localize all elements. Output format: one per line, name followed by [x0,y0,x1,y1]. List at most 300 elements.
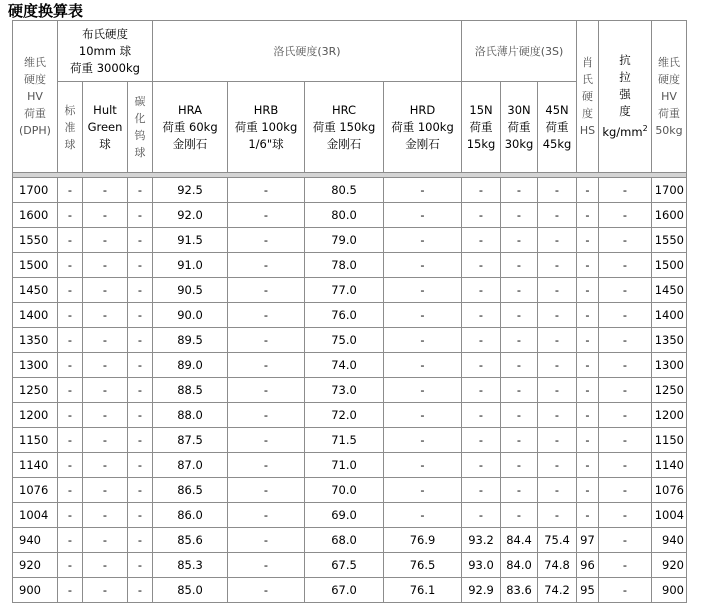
header-line: 15N [469,102,493,117]
cell-hrc: 67.0 [305,578,383,602]
cell-n30: - [501,403,537,427]
cell-n30: - [501,378,537,402]
cell-hrb: - [228,178,304,202]
cell-hrb: - [228,428,304,452]
header-line: 球 [64,137,76,151]
header-divider [13,173,686,177]
table-row [13,578,686,602]
cell-hrc: 80.0 [305,203,383,227]
header-hv-left [13,21,57,172]
cell-hrb: - [228,528,304,552]
cell-hra: 85.3 [153,553,227,577]
cell-n30: - [501,428,537,452]
header-hra [153,82,227,172]
table-title: 硬度换算表 [8,2,84,20]
cell-hrb: - [228,503,304,527]
cell-brinell-carbide: - [128,428,152,452]
cell-hrc: 71.5 [305,428,383,452]
cell-hrc: 72.0 [305,403,383,427]
header-line: HRB [253,102,279,117]
cell-hrb: - [228,578,304,602]
cell-hrb: - [228,353,304,377]
cell-hrb: - [228,453,304,477]
cell-brinell-carbide: - [128,578,152,602]
table-row [13,328,686,352]
cell-hrd: - [384,478,461,502]
header-line: HS [579,124,596,137]
header-line: 荷重 [507,119,531,134]
cell-hv-50kg: 1200 [652,403,686,427]
cell-brinell-carbide: - [128,303,152,327]
cell-brinell-hult: - [83,303,127,327]
cell-hrc: 73.0 [305,378,383,402]
header-line: 抗 [619,53,631,68]
header-line: 球 [134,146,146,159]
cell-tensile: - [599,278,651,302]
header-line: 布氏硬度 [82,26,128,41]
header-line: 硬度 [24,73,46,86]
cell-brinell-carbide: - [128,353,152,377]
cell-brinell-hult: - [83,553,127,577]
cell-n45: 74.2 [538,578,576,602]
header-line: 45N [545,102,569,117]
cell-brinell-std: - [58,503,82,527]
cell-hv-50kg: 920 [652,553,686,577]
cell-n30: - [501,478,537,502]
cell-n45: - [538,178,576,202]
cell-hv-50kg: 1300 [652,353,686,377]
cell-tensile: - [599,353,651,377]
table-row [13,278,686,302]
cell-brinell-std: - [58,553,82,577]
cell-hra: 92.0 [153,203,227,227]
cell-hra: 88.5 [153,378,227,402]
header-line: 荷重 100kg [391,119,454,134]
cell-brinell-hult: - [83,203,127,227]
cell-hrd: - [384,428,461,452]
cell-brinell-carbide: - [128,278,152,302]
header-line: 维氏 [658,56,680,69]
table-row [13,178,686,202]
cell-n45: - [538,503,576,527]
table-row [13,378,686,402]
header-brinell-hult [83,82,127,172]
cell-n30: 84.0 [501,553,537,577]
cell-brinell-hult: - [83,353,127,377]
cell-hrc: 74.0 [305,353,383,377]
header-line: 10mm 球 [78,43,132,58]
cell-hv-dph: 1150 [13,428,57,452]
cell-tensile: - [599,578,651,602]
cell-hrd: - [384,403,461,427]
table-row [13,303,686,327]
cell-n30: - [501,353,537,377]
cell-hv-50kg: 1140 [652,453,686,477]
cell-n30: - [501,453,537,477]
header-30n [501,82,537,172]
cell-hv-dph: 900 [13,578,57,602]
cell-n45: - [538,203,576,227]
table-row [13,253,686,277]
cell-shore: - [577,378,598,402]
header-superficial-group: 洛氏薄片硬度(3S) [462,21,576,81]
header-hrb [228,82,304,172]
cell-hrb: - [228,203,304,227]
cell-hra: 91.5 [153,228,227,252]
cell-hv-dph: 1400 [13,303,57,327]
cell-hrd: - [384,353,461,377]
cell-hv-dph: 1700 [13,178,57,202]
cell-tensile: - [599,203,651,227]
cell-tensile: - [599,178,651,202]
cell-hrc: 80.5 [305,178,383,202]
cell-brinell-hult: - [83,253,127,277]
cell-hrb: - [228,303,304,327]
cell-n15: - [462,228,500,252]
cell-hrd: - [384,178,461,202]
header-rockwell-group: 洛氏硬度(3R) [153,21,461,81]
cell-hv-dph: 1550 [13,228,57,252]
tensile-unit: $kg/mm^2$ [602,124,648,139]
header-line: 荷重 [658,107,680,120]
cell-hv-dph: 1140 [13,453,57,477]
header-line: 化 [134,112,146,125]
cell-brinell-hult: - [83,328,127,352]
table-row [13,553,686,577]
cell-shore: - [577,453,598,477]
cell-hrb: - [228,378,304,402]
cell-hrc: 76.0 [305,303,383,327]
cell-hv-dph: 1350 [13,328,57,352]
cell-brinell-carbide: - [128,478,152,502]
cell-n30: - [501,253,537,277]
header-line: HV [661,90,677,103]
header-line: HRD [409,102,436,117]
cell-shore: - [577,353,598,377]
table-row [13,403,686,427]
cell-hv-50kg: 1500 [652,253,686,277]
header-line: Green [87,119,123,134]
cell-brinell-carbide: - [128,253,152,277]
cell-brinell-std: - [58,278,82,302]
cell-hrc: 78.0 [305,253,383,277]
cell-brinell-carbide: - [128,453,152,477]
cell-n45: - [538,353,576,377]
cell-hrb: - [228,478,304,502]
cell-hrd: - [384,328,461,352]
cell-shore: 96 [577,553,598,577]
header-line: 荷重 [24,107,46,120]
cell-hrb: - [228,553,304,577]
cell-brinell-std: - [58,453,82,477]
cell-shore: - [577,228,598,252]
cell-brinell-carbide: - [128,178,152,202]
cell-brinell-hult: - [83,228,127,252]
cell-hv-dph: 940 [13,528,57,552]
cell-hv-dph: 1004 [13,503,57,527]
cell-brinell-hult: - [83,453,127,477]
cell-n45: - [538,303,576,327]
cell-hv-50kg: 1150 [652,428,686,452]
cell-shore: - [577,178,598,202]
cell-brinell-std: - [58,428,82,452]
cell-hv-dph: 1300 [13,353,57,377]
cell-shore: - [577,403,598,427]
header-line: 肖 [582,56,593,69]
cell-brinell-std: - [58,378,82,402]
cell-brinell-std: - [58,178,82,202]
header-line: 金刚石 [326,136,362,151]
table-row [13,503,686,527]
cell-hrc: 69.0 [305,503,383,527]
cell-hra: 91.0 [153,253,227,277]
cell-hrb: - [228,253,304,277]
cell-hra: 89.0 [153,353,227,377]
cell-n45: - [538,478,576,502]
cell-n15: - [462,403,500,427]
cell-n15: - [462,278,500,302]
cell-hv-dph: 1076 [13,478,57,502]
cell-hrc: 68.0 [305,528,383,552]
header-line: 强 [619,87,631,102]
cell-brinell-hult: - [83,378,127,402]
cell-hrd: 76.9 [384,528,461,552]
cell-hra: 87.5 [153,428,227,452]
cell-brinell-carbide: - [128,528,152,552]
cell-hra: 90.5 [153,278,227,302]
cell-tensile: - [599,428,651,452]
cell-brinell-hult: - [83,578,127,602]
header-line: 荷重 100kg [234,119,298,134]
cell-n15: - [462,503,500,527]
cell-hra: 86.5 [153,478,227,502]
cell-hrd: 76.5 [384,553,461,577]
cell-hrb: - [228,403,304,427]
cell-n30: - [501,278,537,302]
cell-n15: 92.9 [462,578,500,602]
cell-tensile: - [599,378,651,402]
cell-n30: 84.4 [501,528,537,552]
cell-brinell-std: - [58,353,82,377]
cell-shore: - [577,278,598,302]
cell-brinell-hult: - [83,403,127,427]
cell-brinell-carbide: - [128,328,152,352]
cell-tensile: - [599,503,651,527]
cell-tensile: - [599,453,651,477]
cell-n45: 74.8 [538,553,576,577]
cell-brinell-std: - [58,528,82,552]
header-line: 荷重 [469,119,493,134]
cell-hv-50kg: 1250 [652,378,686,402]
cell-n30: - [501,178,537,202]
cell-brinell-carbide: - [128,378,152,402]
header-line: 荷重 3000kg [70,60,140,75]
cell-brinell-std: - [58,303,82,327]
cell-hra: 85.0 [153,578,227,602]
cell-n30: - [501,328,537,352]
header-brinell-group [58,21,152,81]
cell-hrb: - [228,228,304,252]
cell-hv-50kg: 940 [652,528,686,552]
cell-n30: - [501,503,537,527]
header-line: 15kg [466,136,496,151]
cell-n15: - [462,353,500,377]
cell-shore: - [577,428,598,452]
cell-hv-50kg: 1350 [652,328,686,352]
cell-brinell-std: - [58,478,82,502]
header-line: 氏 [582,73,593,86]
cell-hv-50kg: 1700 [652,178,686,202]
header-line: 30N [507,102,531,117]
cell-hv-50kg: 1400 [652,303,686,327]
header-line: 维氏 [24,56,46,69]
header-line: 50kg [655,124,683,137]
cell-n30: - [501,203,537,227]
header-line: 1/6"球 [248,136,284,151]
table-row [13,203,686,227]
table-row [13,353,686,377]
cell-brinell-std: - [58,403,82,427]
cell-n15: 93.2 [462,528,500,552]
cell-n30: - [501,303,537,327]
header-line: 拉 [619,70,631,85]
cell-shore: - [577,478,598,502]
header-hrc [305,82,383,172]
cell-brinell-std: - [58,228,82,252]
cell-n45: - [538,453,576,477]
cell-shore: - [577,328,598,352]
header-line: 荷重 [545,119,569,134]
header-15n [462,82,500,172]
cell-hrb: - [228,328,304,352]
cell-brinell-carbide: - [128,553,152,577]
header-45n [538,82,576,172]
header-tensile [599,21,651,172]
header-hv-right [652,21,686,172]
cell-brinell-std: - [58,328,82,352]
cell-hrd: - [384,278,461,302]
header-line: 硬度 [658,73,680,86]
cell-shore: 97 [577,528,598,552]
cell-tensile: - [599,328,651,352]
cell-hrc: 70.0 [305,478,383,502]
cell-n45: - [538,253,576,277]
cell-n15: - [462,253,500,277]
cell-hv-50kg: 1450 [652,278,686,302]
cell-hra: 88.0 [153,403,227,427]
header-line: 45kg [542,136,572,151]
cell-hrc: 75.0 [305,328,383,352]
cell-hv-50kg: 1004 [652,503,686,527]
cell-n45: - [538,378,576,402]
cell-n15: 93.0 [462,553,500,577]
cell-hra: 86.0 [153,503,227,527]
cell-n45: - [538,428,576,452]
table-row [13,478,686,502]
cell-shore: - [577,203,598,227]
cell-hrd: - [384,453,461,477]
cell-shore: - [577,503,598,527]
header-line: HRA [177,102,203,117]
cell-brinell-hult: - [83,478,127,502]
cell-hrc: 77.0 [305,278,383,302]
cell-n15: - [462,203,500,227]
cell-brinell-hult: - [83,428,127,452]
header-line: 准 [64,120,76,134]
cell-shore: - [577,303,598,327]
cell-n30: 83.6 [501,578,537,602]
header-line: 度 [582,107,593,120]
cell-hrc: 67.5 [305,553,383,577]
cell-hv-dph: 1500 [13,253,57,277]
cell-tensile: - [599,478,651,502]
header-line: 荷重 60kg [162,119,218,134]
cell-hra: 85.6 [153,528,227,552]
header-line: 钨 [134,129,146,142]
cell-brinell-hult: - [83,528,127,552]
table-body [13,178,686,602]
cell-hrc: 71.0 [305,453,383,477]
table-row [13,228,686,252]
header-brinell-std [58,82,82,172]
cell-n30: - [501,228,537,252]
cell-hra: 87.0 [153,453,227,477]
cell-hrd: - [384,303,461,327]
cell-shore: - [577,253,598,277]
cell-hrd: - [384,203,461,227]
cell-hra: 92.5 [153,178,227,202]
tensile-label [599,52,651,120]
cell-hv-50kg: 1076 [652,478,686,502]
cell-brinell-carbide: - [128,503,152,527]
header-line: 标 [64,103,76,117]
header-line: 碳 [134,95,146,108]
cell-hv-dph: 1450 [13,278,57,302]
cell-brinell-hult: - [83,278,127,302]
header-line: HV [27,90,43,103]
hardness-conversion-table [12,20,687,603]
cell-tensile: - [599,228,651,252]
header-line: 硬 [582,90,593,103]
cell-hv-50kg: 1550 [652,228,686,252]
header-line: 30kg [504,136,534,151]
cell-n15: - [462,478,500,502]
cell-hra: 90.0 [153,303,227,327]
cell-shore: 95 [577,578,598,602]
table-row [13,528,686,552]
cell-brinell-carbide: - [128,403,152,427]
cell-hrd: - [384,253,461,277]
cell-n15: - [462,303,500,327]
header-shore [577,21,598,172]
cell-n45: - [538,278,576,302]
cell-hra: 89.5 [153,328,227,352]
cell-n15: - [462,428,500,452]
cell-hrd: 76.1 [384,578,461,602]
cell-n45: 75.4 [538,528,576,552]
cell-tensile: - [599,528,651,552]
cell-hv-dph: 1200 [13,403,57,427]
cell-brinell-std: - [58,578,82,602]
table-row [13,453,686,477]
header-line: 金刚石 [172,136,208,151]
cell-hv-dph: 920 [13,553,57,577]
header-hrd [384,82,461,172]
cell-brinell-carbide: - [128,203,152,227]
cell-n15: - [462,178,500,202]
cell-brinell-hult: - [83,178,127,202]
cell-tensile: - [599,553,651,577]
